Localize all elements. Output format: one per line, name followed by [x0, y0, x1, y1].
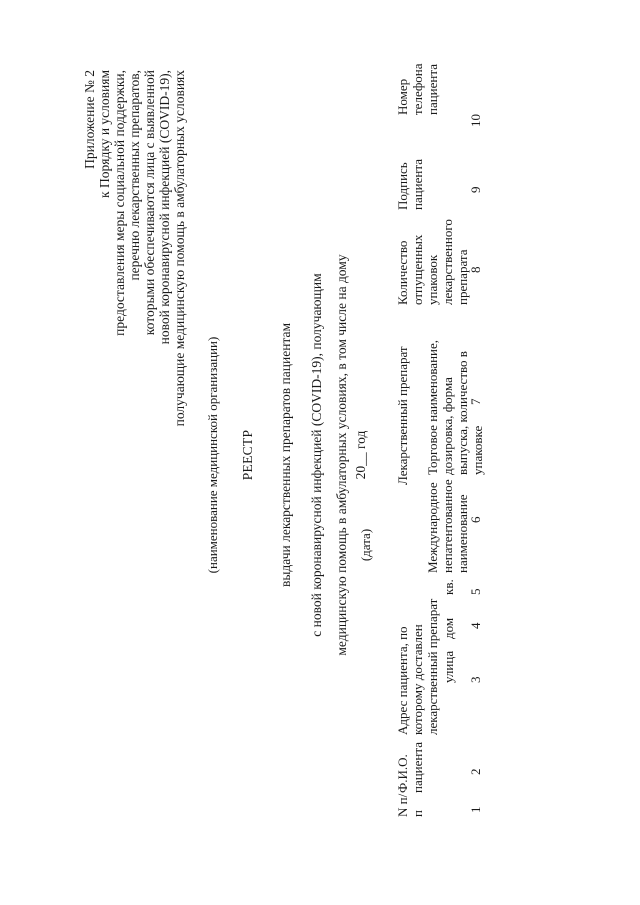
appendix-line: предоставления меры социальной поддержки,: [112, 70, 127, 336]
appendix-line: новой коронавирусной инфекцией (COVID-19),: [157, 70, 172, 345]
subtitle-year: 20__ год: [353, 430, 368, 480]
header-drug: Лекарственный препарат: [395, 346, 410, 485]
column-number: 3: [468, 676, 483, 683]
header-fio: Ф.И.О. пациента: [395, 742, 425, 793]
column-number: 4: [468, 622, 483, 629]
appendix-line: к Порядку и условиям: [97, 70, 112, 198]
column-number: 9: [468, 186, 483, 193]
document-title: РЕЕСТР: [240, 429, 255, 481]
subtitle-line: с новой коронавирусной инфекцией (COVID-19), получающим: [309, 273, 324, 637]
appendix-line: получающие медицинскую помощь в амбулаторных условиях: [172, 70, 187, 427]
header-address: Адрес пациента, по которому доставлен лекарственный препарат: [395, 598, 440, 735]
header-street: улица: [441, 650, 456, 683]
column-number: 5: [468, 588, 483, 595]
header-apt: кв.: [441, 579, 456, 595]
header-num: N п/п: [395, 793, 425, 817]
column-number: 2: [468, 768, 483, 775]
subtitle-line: выдачи лекарственных препаратов пациентам: [278, 322, 293, 588]
subtitle-line: медицинскую помощь в амбулаторных условиях, в том числе на дому: [334, 254, 349, 656]
column-number: 7: [468, 398, 483, 405]
column-number: 10: [468, 114, 483, 127]
appendix-line: перечню лекарственных препаратов,: [127, 70, 142, 281]
date-caption: (дата): [358, 528, 373, 562]
org-name-caption: (наименование медицинской организации): [205, 336, 220, 574]
appendix-line: которыми обеспечиваются лица с выявленной: [142, 70, 157, 336]
header-phone: Номер телефона пациента: [395, 63, 440, 115]
column-number: 1: [468, 806, 483, 813]
header-signature: Подпись пациента: [395, 159, 425, 210]
appendix-header: [82, 70, 187, 426]
column-number: 6: [468, 516, 483, 523]
header-house: дом: [441, 617, 456, 639]
header-trade: Торговое наименование, дозировка, форма выпуска, количество в упаковке: [425, 339, 485, 475]
appendix-line: Приложение № 2: [82, 70, 97, 169]
header-qty: Количество отпущенных упаковок лекарственного препарата: [395, 219, 470, 305]
column-number: 8: [468, 266, 483, 273]
document-subtitle: [270, 155, 370, 755]
header-inn: Международное непатентованное наименование: [425, 479, 470, 573]
